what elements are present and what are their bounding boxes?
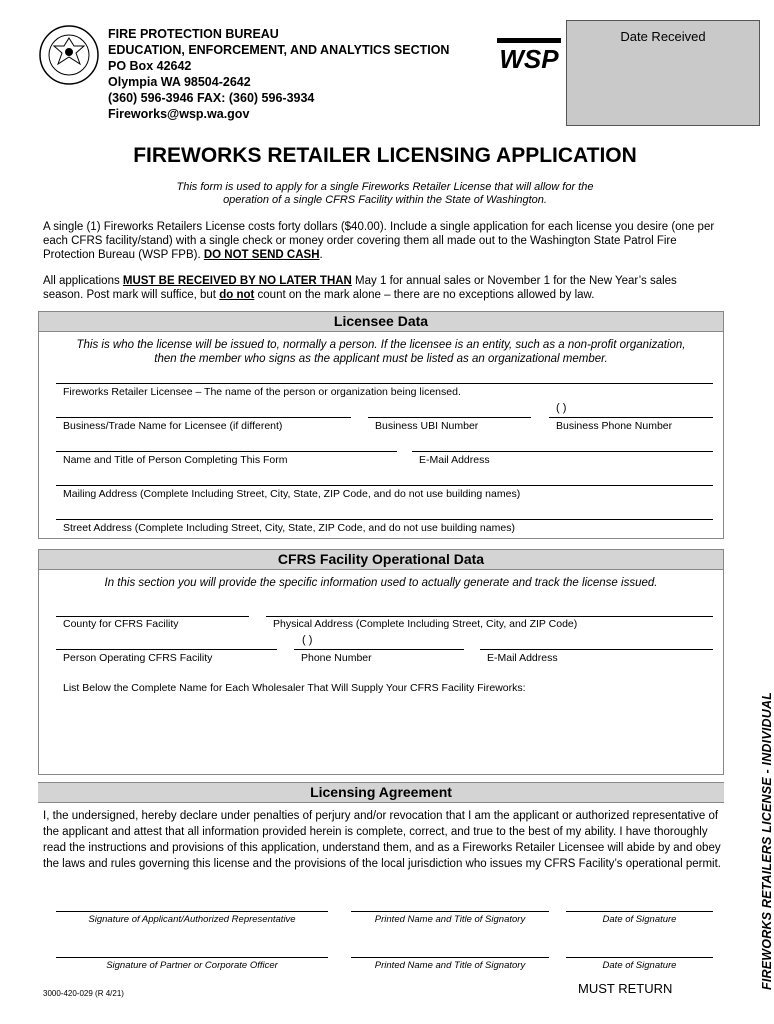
operator-label: Person Operating CFRS Facility bbox=[63, 652, 213, 664]
fee-text: A single (1) Fireworks Retailers License costs forty dollars ($40.00). Include a single application for each license you desire (one per each CFRS facility/stand) with a single check or money order covering them all made out to the Washington State Patrol Fire Protection Bureau (WSP FPB). bbox=[43, 221, 715, 261]
printed-name-field-2[interactable] bbox=[351, 957, 549, 958]
deadline-mid: May 1 for annual sales or November 1 for the New Year’s sales season. Post mark will suffice, but bbox=[43, 275, 677, 301]
fee-end: . bbox=[319, 249, 323, 261]
header-pobox: PO Box 42642 bbox=[108, 59, 192, 73]
ubi-label: Business UBI Number bbox=[375, 420, 479, 432]
person-title-field[interactable] bbox=[56, 451, 397, 452]
licensee-section-title: Licensee Data bbox=[39, 312, 723, 332]
agreement-section-title: Licensing Agreement bbox=[38, 782, 724, 803]
licensee-email-label: E-Mail Address bbox=[419, 454, 490, 466]
county-field[interactable] bbox=[56, 616, 249, 617]
cfrs-phone-label: Phone Number bbox=[301, 652, 372, 664]
agreement-text: I, the undersigned, hereby declare under penalties of perjury and/or revocation that I am the applicant or authorized representative of the applicant and attest that all information provided herein is complete, correct, and true to the best of my ability. I have thoroughly read the instructions and provisions of this application, understand them, and as a Fireworks Retailer Licensee will abide by and obey the laws and rules governing this license and the provisions of the local jurisdiction who issues my CFRS Facility’s operational permit. bbox=[43, 810, 721, 870]
signature-date-field-1[interactable] bbox=[566, 911, 713, 912]
licensee-name-field[interactable] bbox=[56, 383, 713, 384]
header-phone-fax: (360) 596-3946 FAX: (360) 596-3934 bbox=[108, 91, 315, 105]
mailing-address-field[interactable] bbox=[56, 485, 713, 486]
wholesaler-label: List Below the Complete Name for Each Wholesaler That Will Supply Your CFRS Facility Fireworks: bbox=[63, 682, 526, 694]
deadline-emph: MUST BE RECEIVED BY NO LATER THAN bbox=[122, 275, 352, 287]
printed-name-field-1[interactable] bbox=[351, 911, 549, 912]
header-section: EDUCATION, ENFORCEMENT, AND ANALYTICS SECTION bbox=[108, 43, 450, 57]
business-phone-field[interactable] bbox=[549, 417, 713, 418]
signature-date-label-2: Date of Signature bbox=[602, 960, 677, 971]
no-cash-warning: DO NOT SEND CASH bbox=[203, 249, 320, 261]
mailing-address-label: Mailing Address (Complete Including Street, City, State, ZIP Code, and do not use building names) bbox=[63, 488, 521, 500]
cfrs-note: In this section you will provide the specific information used to actually generate and track the license issued. bbox=[104, 577, 658, 589]
applicant-signature-field[interactable] bbox=[56, 911, 328, 912]
wsp-logo-icon bbox=[497, 38, 561, 75]
licensee-note-2: then the member who signs as the applicant must be listed as an organizational member. bbox=[154, 353, 608, 365]
intro-text bbox=[0, 181, 770, 207]
person-title-label: Name and Title of Person Completing This Form bbox=[63, 454, 288, 466]
cfrs-section-title: CFRS Facility Operational Data bbox=[39, 550, 723, 570]
ubi-field[interactable] bbox=[368, 417, 531, 418]
side-license-label: FIREWORKS RETAILERS LICENSE - INDIVIDUAL bbox=[760, 691, 774, 990]
physical-address-label: Physical Address (Complete Including Street, City, and ZIP Code) bbox=[273, 618, 578, 630]
partner-signature-label: Signature of Partner or Corporate Officer bbox=[106, 960, 278, 971]
fire-marshal-seal-icon bbox=[38, 24, 100, 86]
signature-date-field-2[interactable] bbox=[566, 957, 713, 958]
cfrs-email-field[interactable] bbox=[480, 649, 713, 650]
intro-line-1: This form is used to apply for a single Fireworks Retailer License that will allow for the bbox=[176, 181, 594, 193]
wsp-logo-text: WSP bbox=[499, 44, 559, 74]
partner-signature-field[interactable] bbox=[56, 957, 328, 958]
physical-address-field[interactable] bbox=[266, 616, 713, 617]
must-return-label: MUST RETURN bbox=[578, 981, 673, 996]
printed-name-label-1: Printed Name and Title of Signatory bbox=[374, 914, 526, 925]
deadline-start: All applications bbox=[43, 275, 123, 287]
trade-name-field[interactable] bbox=[56, 417, 351, 418]
header-email: Fireworks@wsp.wa.gov bbox=[108, 107, 250, 121]
do-not-emph: do not bbox=[219, 289, 255, 301]
licensee-note bbox=[39, 338, 723, 366]
intro-line-2: operation of a single CFRS Facility within the State of Washington. bbox=[223, 194, 547, 206]
fee-paragraph bbox=[43, 220, 718, 262]
cfrs-phone-paren: ( ) bbox=[302, 634, 313, 646]
signature-date-label-1: Date of Signature bbox=[602, 914, 677, 925]
street-address-field[interactable] bbox=[56, 519, 713, 520]
business-phone-paren: ( ) bbox=[556, 402, 567, 414]
form-number: 3000-420-029 (R 4/21) bbox=[43, 989, 124, 998]
deadline-paragraph bbox=[43, 274, 718, 302]
wholesaler-list-area[interactable] bbox=[56, 698, 713, 768]
deadline-end: count on the mark alone – there are no exceptions allowed by law. bbox=[254, 289, 595, 301]
cfrs-phone-field[interactable] bbox=[294, 649, 464, 650]
trade-name-label: Business/Trade Name for Licensee (if different) bbox=[63, 420, 283, 432]
header-city: Olympia WA 98504-2642 bbox=[108, 75, 251, 89]
page-title: FIREWORKS RETAILER LICENSING APPLICATION bbox=[133, 144, 637, 167]
printed-name-label-2: Printed Name and Title of Signatory bbox=[374, 960, 526, 971]
operator-field[interactable] bbox=[56, 649, 277, 650]
date-received-box bbox=[566, 20, 760, 126]
county-label: County for CFRS Facility bbox=[63, 618, 179, 630]
header-bureau: FIRE PROTECTION BUREAU bbox=[108, 27, 279, 41]
applicant-signature-label: Signature of Applicant/Authorized Representative bbox=[88, 914, 296, 925]
date-received-label: Date Received bbox=[620, 29, 706, 44]
licensee-note-1: This is who the license will be issued to, normally a person. If the licensee is an entity, such as a non-profit organization, bbox=[76, 339, 686, 351]
street-address-label: Street Address (Complete Including Street, City, State, ZIP Code, and do not use building names) bbox=[63, 522, 515, 534]
business-phone-label: Business Phone Number bbox=[556, 420, 673, 432]
cfrs-email-label: E-Mail Address bbox=[487, 652, 558, 664]
licensee-name-label: Fireworks Retailer Licensee – The name of the person or organization being licensed. bbox=[63, 386, 461, 398]
licensee-email-field[interactable] bbox=[412, 451, 713, 452]
